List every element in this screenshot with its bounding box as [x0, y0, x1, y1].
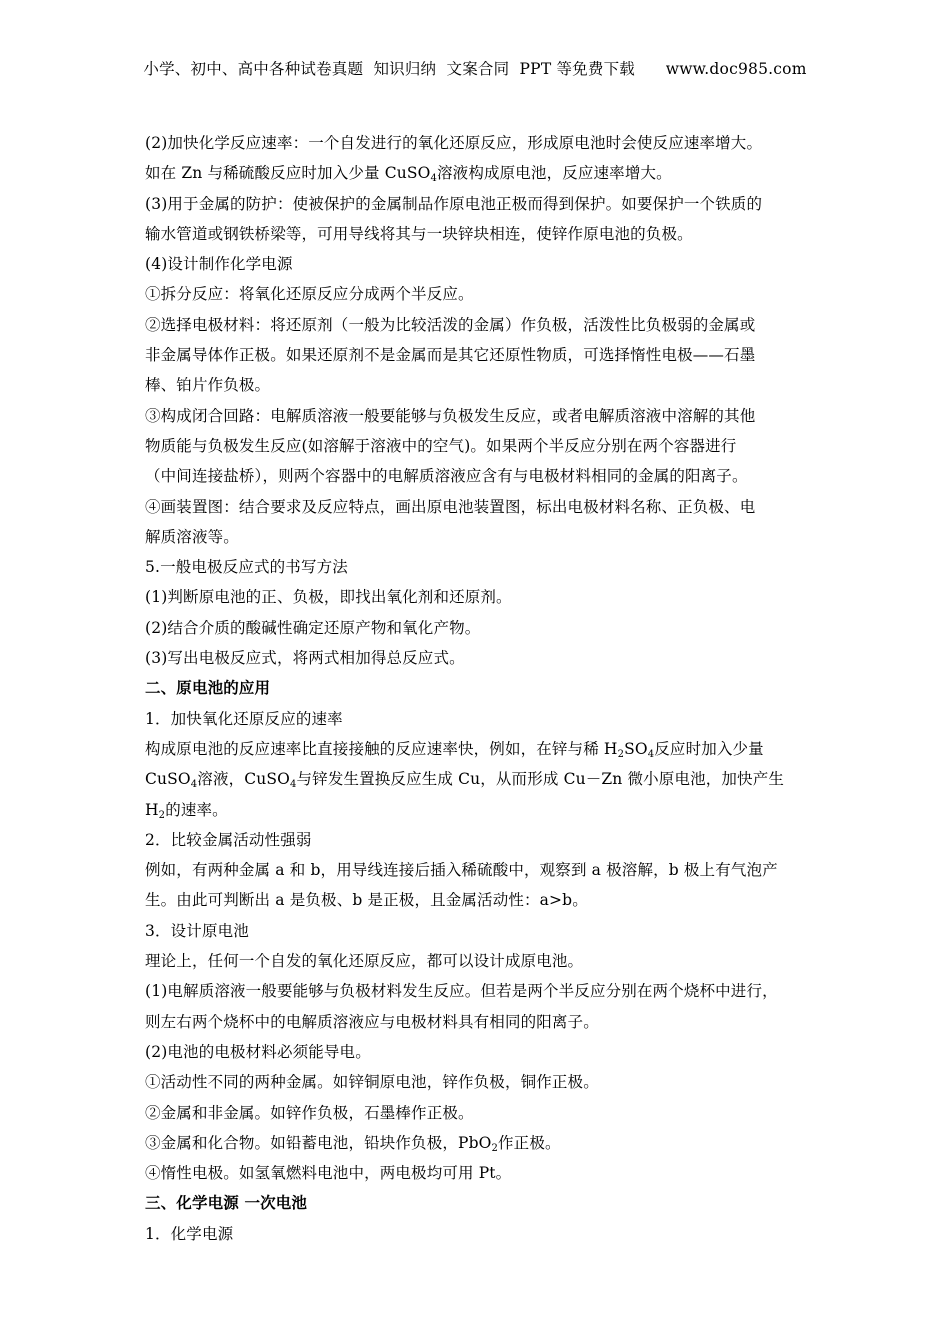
text-segment: 棒、铂片作负极。: [145, 376, 271, 395]
text-line: [145, 1158, 810, 1188]
text-segment: (1)判断原电池的正、负极，即找出氧化剂和还原剂。: [145, 588, 512, 607]
text-line: [145, 795, 810, 825]
text-line: [145, 189, 810, 219]
text-segment: （中间连接盐桥），则两个容器中的电解质溶液应含有与电极材料相同的金属的阳离子。: [145, 467, 748, 486]
subscript: 4: [647, 748, 655, 760]
subscript: 4: [290, 779, 297, 791]
text-segment: (4)设计制作化学电源: [145, 255, 293, 274]
text-line: [145, 401, 810, 431]
text-line: [145, 492, 810, 522]
text-line: [145, 825, 810, 855]
text-line: [145, 128, 810, 158]
subscript: 2: [158, 809, 166, 821]
text-line: [145, 1098, 810, 1128]
text-segment: 1．加快氧化还原反应的速率: [145, 709, 343, 728]
text-segment: SO: [624, 739, 648, 758]
text-line: [145, 704, 810, 734]
text-line: [145, 370, 810, 400]
text-segment: 2．比较金属活动性强弱: [145, 830, 312, 849]
text-line: [145, 552, 810, 582]
subscript: 4: [190, 779, 198, 791]
text-segment: ③构成闭合回路：电解质溶液一般要能够与负极发生反应，或者电解质溶液中溶解的其他: [145, 406, 756, 425]
text-segment: ④画装置图：结合要求及反应特点，画出原电池装置图，标出电极材料名称、正负极、电: [145, 497, 756, 516]
text-segment: 的速率。: [165, 800, 228, 819]
text-line: [145, 1128, 810, 1158]
text-segment: 反应时加入少量: [654, 739, 764, 758]
text-line: [145, 1067, 810, 1097]
text-segment: (2)结合介质的酸碱性确定还原产物和氧化产物。: [145, 618, 481, 637]
text-line: [145, 249, 810, 279]
text-segment: ①拆分反应：将氧化还原反应分成两个半反应。: [145, 285, 474, 304]
text-segment: 例如，有两种金属 a 和 b，用导线连接后插入稀硫酸中，观察到 a 极溶解，b 极上有气泡产: [145, 861, 778, 880]
text-segment: 则左右两个烧杯中的电解质溶液应与电极材料具有相同的阳离子。: [145, 1012, 599, 1031]
text-line: [145, 855, 810, 885]
text-line: [145, 946, 810, 976]
text-segment: (2)电池的电极材料必须能导电。: [145, 1042, 371, 1061]
text-line: [145, 219, 810, 249]
text-segment: 5.一般电极反应式的书写方法: [145, 558, 348, 577]
text-segment: (1)电解质溶液一般要能够与负极材料发生反应。但若是两个半反应分别在两个烧杯中进行，: [145, 982, 778, 1001]
subscript: 2: [617, 748, 625, 760]
text-line: [145, 916, 810, 946]
text-segment: 物质能与负极发生反应(如溶解于溶液中的空气)。如果两个半反应分别在两个容器进行: [145, 436, 737, 455]
text-line: [145, 643, 810, 673]
page-header: 小学、初中、高中各种试卷真题 知识归纳 文案合同 PPT 等免费下载 www.doc985.com: [143, 60, 807, 78]
text-segment: 作正极。: [498, 1133, 561, 1152]
text-line: [145, 310, 810, 340]
text-line: [145, 1219, 810, 1249]
text-line: [145, 764, 810, 794]
text-segment: ③金属和化合物。如铅蓄电池，铅块作负极，PbO: [145, 1133, 492, 1152]
text-segment: ④惰性电极。如氢氧燃料电池中，两电极均可用 Pt。: [145, 1164, 512, 1183]
text-segment: 构成原电池的反应速率比直接接触的反应速率快，例如，在锌与稀 H: [145, 739, 618, 758]
text-segment: (2)加快化学反应速率：一个自发进行的氧化还原反应，形成原电池时会使反应速率增大。: [145, 134, 763, 152]
text-line: [145, 734, 810, 764]
text-segment: 3．设计原电池: [145, 921, 249, 940]
text-segment: 生。由此可判断出 a 是负极、b 是正极，且金属活动性：a>b。: [145, 891, 588, 910]
text-segment: ②选择电极材料：将还原剂（一般为比较活泼的金属）作负极，活泼性比负极弱的金属或: [145, 315, 756, 334]
text-line: [145, 885, 810, 915]
text-line: [145, 976, 810, 1006]
section-heading: [145, 1188, 810, 1218]
text-segment: 理论上，任何一个自发的氧化还原反应，都可以设计成原电池。: [145, 952, 584, 971]
text-line: [145, 582, 810, 612]
text-line: [145, 613, 810, 643]
text-line: [145, 1037, 810, 1067]
text-line: [145, 279, 810, 309]
text-segment: 1．化学电源: [145, 1224, 234, 1243]
text-line: [145, 1007, 810, 1037]
text-segment: (3)写出电极反应式，将两式相加得总反应式。: [145, 649, 465, 668]
text-segment: (3)用于金属的防护：使被保护的金属制品作原电池正极而得到保护。如要保护一个铁质的: [145, 194, 763, 213]
text-line: [145, 340, 810, 370]
text-segment: 输水管道或钢铁桥梁等，可用导线将其与一块锌块相连，使锌作原电池的负极。: [145, 224, 693, 243]
text-segment: ②金属和非金属。如锌作负极，石墨棒作正极。: [145, 1103, 474, 1122]
text-segment: 二、原电池的应用: [145, 678, 271, 698]
text-line: [145, 158, 810, 188]
text-segment: 溶液构成原电池，反应速率增大。: [437, 164, 672, 183]
text-segment: H: [145, 800, 159, 819]
text-segment: 解质溶液等。: [145, 527, 239, 546]
text-line: [145, 522, 810, 552]
text-segment: 如在 Zn 与稀硫酸反应时加入少量 CuSO: [145, 164, 431, 183]
text-segment: 与锌发生置换反应生成 Cu，从而形成 Cu－Zn 微小原电池，加快产生: [296, 770, 785, 789]
text-segment: 非金属导体作正极。如果还原剂不是金属而是其它还原性物质，可选择惰性电极——石墨: [145, 346, 756, 365]
subscript: 2: [491, 1142, 499, 1154]
subscript: 4: [430, 173, 438, 185]
text-segment: 溶液，CuSO: [197, 770, 291, 789]
text-segment: 三、化学电源 一次电池: [145, 1193, 308, 1213]
text-line: [145, 461, 810, 491]
section-heading: [145, 673, 810, 703]
text-segment: ①活动性不同的两种金属。如锌铜原电池，锌作负极，铜作正极。: [145, 1073, 599, 1092]
document-body: [145, 128, 810, 1249]
text-line: [145, 431, 810, 461]
text-segment: CuSO: [145, 770, 191, 789]
